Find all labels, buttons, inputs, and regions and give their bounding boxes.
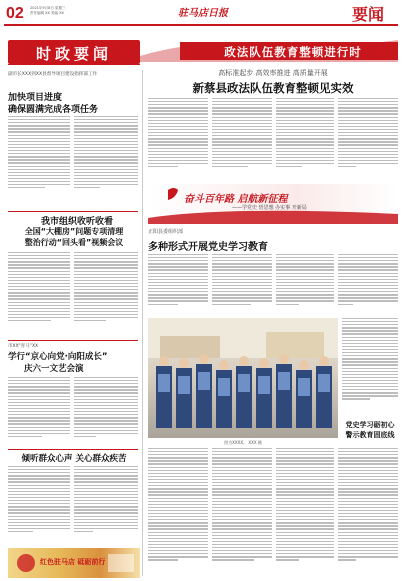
lead-body-col4	[338, 98, 398, 178]
item1-body	[8, 116, 70, 208]
page-number: 02	[6, 5, 24, 22]
header-rule	[4, 24, 398, 26]
item3-kicker: 市XX“青马”XX	[8, 344, 39, 349]
main-photo-scene	[148, 318, 338, 438]
item3-title: 学行“京心向党·向阳成长”	[8, 352, 108, 362]
item2-body-col2	[74, 252, 138, 338]
item4-body	[8, 466, 70, 546]
footer-strip-text: 红色驻马店 砥砺前行	[40, 558, 106, 566]
mid-body-col4	[338, 254, 398, 314]
editor-line: 责任编辑 XX 美编 XX	[30, 11, 64, 15]
masthead-logo: 驻马店日报	[178, 8, 228, 19]
item4-body-col2	[74, 466, 138, 546]
mid-body-col3	[276, 254, 334, 314]
lead-kicker: 高标准起步 高效率推进 高质量开展	[218, 69, 328, 77]
education-banner	[140, 36, 398, 62]
page-header	[0, 0, 402, 32]
item1-lead: 副市长XXX到XX县督导项目建设指挥部工作	[8, 72, 98, 77]
lower-body-col4	[338, 448, 398, 576]
item2-title-line1: 我市组织收听收看	[40, 217, 113, 227]
main-photo	[148, 318, 338, 438]
lower-body-col3	[276, 448, 334, 576]
side-story-title-1: 党史学习砺初心	[345, 421, 395, 429]
section-label: 要闻	[352, 5, 385, 24]
politics-banner	[8, 40, 140, 64]
item3-body-col2	[74, 377, 138, 449]
slogan-band	[148, 184, 398, 224]
lead-body-col3	[276, 98, 334, 178]
item2-body	[8, 252, 70, 338]
column-divider	[142, 70, 143, 576]
item3-body	[8, 377, 70, 449]
mid-body-col1	[148, 254, 208, 314]
item3-title-line2: 庆六一文艺会演	[24, 364, 84, 374]
lead-body-col1	[148, 98, 208, 178]
lead-title: 新蔡县政法队伍教育整顿见实效	[192, 81, 354, 95]
slogan-subtext: ——学党史 悟思想 办实事 开新局	[232, 205, 307, 211]
date-line: 2021年9月8日 星期三	[30, 6, 66, 10]
item4-title: 倾听群众心声 关心群众疾苦	[21, 454, 127, 464]
lead-body-col2	[212, 98, 272, 178]
item1-body-col2	[74, 116, 138, 208]
left-banner-rule	[8, 64, 140, 65]
item2-title-line3: 整治行动“回头看”视频会议	[24, 238, 124, 247]
mid-body-col2	[212, 254, 272, 314]
item1-subtitle: 确保圆满完成各项任务	[8, 105, 99, 115]
mid-title: 多种形式开展党史学习教育	[148, 242, 268, 253]
mid-kicker: 正阳县委组织部	[148, 229, 184, 235]
footer-strip-image	[8, 548, 140, 578]
side-story-title-2: 警示教育固底线	[345, 431, 395, 439]
item1-title: 加快项目进度	[8, 93, 63, 103]
photo-caption: 图为XXXX。 XXX 摄	[224, 440, 262, 445]
item2-title-line2: 全国“大棚房”问题专项清理	[24, 227, 124, 236]
slogan-text: 奋斗百年路 启航新征程	[184, 194, 288, 205]
lower-body-col2	[212, 448, 272, 576]
item3-rule	[8, 340, 138, 341]
politics-banner-title: 时政要闻	[35, 45, 112, 63]
item4-rule	[8, 449, 138, 450]
side-story-body	[342, 318, 398, 416]
education-banner-title: 政法队伍教育整顿进行时	[224, 45, 362, 59]
item2-rule	[8, 211, 138, 212]
lower-body-col1	[148, 448, 208, 576]
